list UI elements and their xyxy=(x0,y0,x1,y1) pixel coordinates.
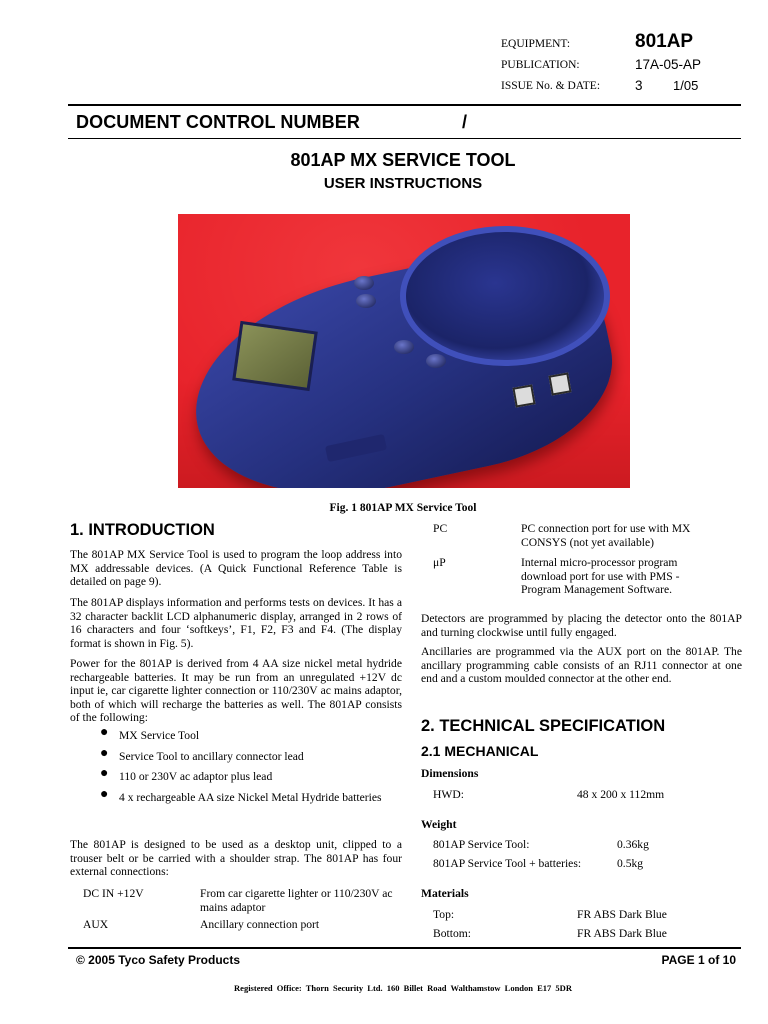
document-control-slash: / xyxy=(462,112,468,132)
footer-rule xyxy=(68,947,741,949)
copyright: © 2005 Tyco Safety Products xyxy=(76,953,241,967)
material-value-top: FR ABS Dark Blue xyxy=(577,908,667,921)
publication-value: 17A-05-AP xyxy=(635,57,702,72)
softkey-f4 xyxy=(426,354,446,368)
material-name-top: Top: xyxy=(433,908,455,921)
connection-desc-aux: Ancillary connection port xyxy=(200,918,320,931)
publication-label: PUBLICATION: xyxy=(501,59,580,71)
bullet-icon: ● xyxy=(100,786,109,802)
header-rule xyxy=(68,104,741,106)
weight-value-tool-batteries: 0.5kg xyxy=(617,857,644,870)
issue-label: ISSUE No. & DATE: xyxy=(501,80,601,92)
dimensions-label: Dimensions xyxy=(421,767,479,780)
contents-list xyxy=(100,725,390,811)
equipment-value: 801AP xyxy=(635,31,694,52)
title-rule xyxy=(68,138,741,139)
intro-paragraph-1: The 801AP MX Service Tool is used to program the loop address into MX addressable devices. (A Quick Functional Reference Table is detailed on page 9). xyxy=(70,548,402,589)
list-item xyxy=(100,745,390,764)
issue-date: 1/05 xyxy=(673,78,699,93)
page-subtitle: USER INSTRUCTIONS xyxy=(323,175,483,192)
list-item xyxy=(100,786,390,805)
introduction-heading: 1. INTRODUCTION xyxy=(70,521,215,539)
softkey-f2 xyxy=(356,294,376,308)
weight-name-tool: 801AP Service Tool: xyxy=(433,838,530,851)
hwd-label: HWD: xyxy=(433,788,464,801)
connection-name-pc: PC xyxy=(433,522,448,535)
document-header xyxy=(501,31,741,97)
list-item-text: 4 x rechargeable AA size Nickel Metal Hydride batteries xyxy=(119,790,382,804)
connection-name-aux: AUX xyxy=(83,918,109,931)
connection-desc-up: Internal micro-processor program download port for use with PMS - Program Management Software. xyxy=(521,556,680,597)
figure-caption: Fig. 1 801AP MX Service Tool xyxy=(329,502,477,514)
lcd-display xyxy=(232,321,318,391)
detector-head-ring xyxy=(400,226,610,366)
intro-paragraph-2: The 801AP displays information and performs tests on devices. It has a 32 character backlit LCD alphanumeric display, arranged in 2 rows of 16 characters and four ‘softkeys’, F1, F2, F3 and F4. (The display format is shown in Fig. 5). xyxy=(70,596,402,650)
weight-name-tool-batteries: 801AP Service Tool + batteries: xyxy=(433,857,582,870)
mechanical-subheading: 2.1 MECHANICAL xyxy=(421,743,539,759)
list-item-text: 110 or 230V ac adaptor plus lead xyxy=(119,770,273,784)
issue-row xyxy=(501,76,741,97)
service-tool-photo xyxy=(178,214,630,488)
weight-value-tool: 0.36kg xyxy=(617,838,649,851)
intro-paragraph-3: Power for the 801AP is derived from 4 AA size nickel metal hydride rechargeable batteries. It may be run from an unregulated +12V dc input ie, car cigarette lighter connection or 110/230V ac mains adaptor, both of which will recharge the batteries as well. The 801AP consists of the following: xyxy=(70,657,402,725)
weight-label: Weight xyxy=(421,818,457,831)
softkey-f3 xyxy=(394,340,414,354)
list-item xyxy=(100,766,390,784)
connection-name-up: μP xyxy=(433,556,446,569)
hwd-value: 48 x 200 x 112mm xyxy=(577,788,665,801)
intro-paragraph-4: The 801AP is designed to be used as a desktop unit, clipped to a trouser belt or be carried with a shoulder strap. The 801AP has four external connections: xyxy=(70,838,402,879)
list-item-text: MX Service Tool xyxy=(119,729,200,742)
intro-paragraph-5: Detectors are programmed by placing the detector onto the 801AP and turning clockwise until fully engaged. xyxy=(421,612,742,639)
list-item xyxy=(100,725,390,743)
connection-name-dc-in: DC IN +12V xyxy=(83,887,144,900)
material-name-bottom: Bottom: xyxy=(433,927,472,940)
aux-port xyxy=(548,372,571,395)
page-title: 801AP MX SERVICE TOOL xyxy=(290,150,516,170)
intro-paragraph-6: Ancillaries are programmed via the AUX port on the 801AP. The ancillary programming cable consists of an RJ11 connector at one end and a custom moulded connector at the other end. xyxy=(421,645,742,686)
softkey-f1 xyxy=(354,276,374,290)
bullet-icon: ● xyxy=(100,745,109,761)
materials-label: Materials xyxy=(421,887,469,900)
list-item-text: Service Tool to ancillary connector lead xyxy=(119,749,304,763)
connection-desc-pc: PC connection port for use with MX CONSYS (not yet available) xyxy=(521,522,691,549)
issue-number: 3 xyxy=(635,78,643,93)
bullet-icon: ● xyxy=(100,766,109,782)
material-value-bottom: FR ABS Dark Blue xyxy=(577,927,667,940)
equipment-row xyxy=(501,31,741,55)
bullet-icon: ● xyxy=(100,725,109,740)
pc-port xyxy=(512,384,535,407)
registered-office: Registered Office: Thorn Security Ltd. 160 Billet Road Walthamstow London E17 5DR xyxy=(234,983,572,993)
document-control-number-label: DOCUMENT CONTROL NUMBER xyxy=(76,112,360,132)
page-number: PAGE 1 of 10 xyxy=(661,953,736,967)
publication-row xyxy=(501,55,741,76)
equipment-label: EQUIPMENT: xyxy=(501,38,571,50)
connection-desc-dc-in: From car cigarette lighter or 110/230V ac mains adaptor xyxy=(200,887,393,914)
technical-specification-heading: 2. TECHNICAL SPECIFICATION xyxy=(421,717,666,735)
